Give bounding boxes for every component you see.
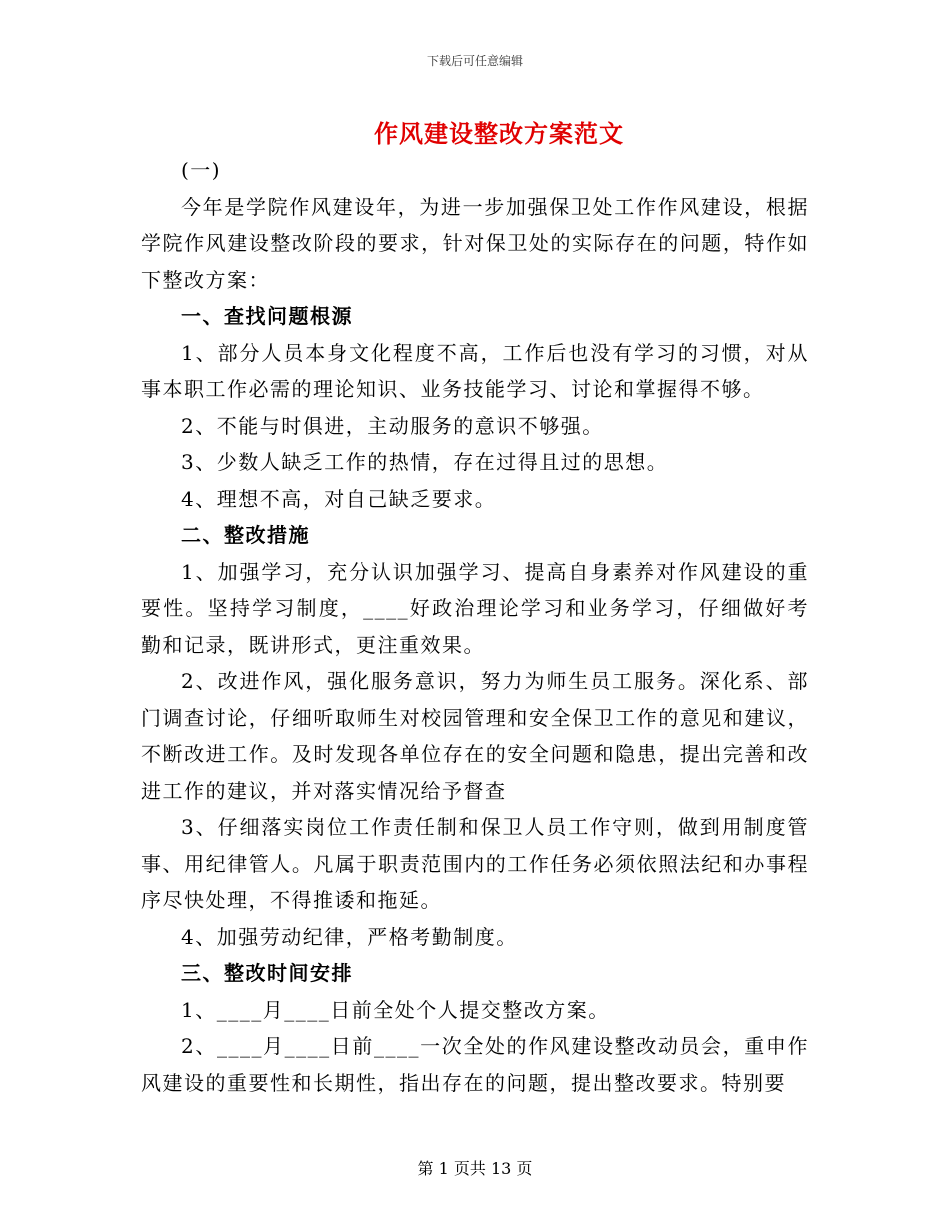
- document-title: 作风建设整改方案范文: [374, 119, 624, 148]
- body-paragraph: (一): [181, 158, 222, 182]
- body-paragraph: 2、____月____日前____一次全处的作风建设整改动员会，重申作风建设的重要性和长期性，指出存在的问题，提出整改要求。特别要: [141, 1034, 809, 1095]
- page-header-note: 下载后可任意编辑: [426, 54, 523, 68]
- body-paragraph: 2、改进作风，强化服务意识，努力为师生员工服务。深化系、部门调查讨论，仔细听取师生对校园管理和安全保卫工作的意见和建议，不断改进工作。及时发现各单位存在的安全问题和隐患，提出完善和改进工作的建议，并对落实情况给予督查: [141, 669, 809, 803]
- document-body: [141, 152, 809, 1101]
- body-paragraph: 4、加强劳动纪律，严格考勤制度。: [181, 924, 518, 949]
- section-heading: 三、整改时间安排: [181, 961, 353, 985]
- body-paragraph: 今年是学院作风建设年，为进一步加强保卫处工作作风建设，根据学院作风建设整改阶段的要求，针对保卫处的实际存在的问题，特作如下整改方案：: [141, 194, 809, 292]
- section-heading: 二、整改措施: [181, 523, 310, 547]
- section-heading: 一、查找问题根源: [181, 304, 353, 328]
- body-paragraph: 1、____月____日前全处个人提交整改方案。: [181, 997, 610, 1022]
- body-paragraph: 1、加强学习，充分认识加强学习、提高自身素养对作风建设的重要性。坚持学习制度，____好政治理论学习和业务学习，仔细做好考勤和记录，既讲形式，更注重效果。: [141, 559, 809, 657]
- body-paragraph: 3、仔细落实岗位工作责任制和保卫人员工作守则，做到用制度管事、用纪律管人。凡属于职责范围内的工作任务必须依照法纪和办事程序尽快处理，不得推诿和拖延。: [141, 815, 809, 912]
- body-paragraph: 4、理想不高，对自己缺乏要求。: [181, 486, 497, 511]
- body-paragraph: 3、少数人缺乏工作的热情，存在过得且过的思想。: [181, 450, 669, 474]
- body-paragraph: 1、部分人员本身文化程度不高，工作后也没有学习的习惯，对从事本职工作必需的理论知识、业务技能学习、讨论和掌握得不够。: [141, 340, 809, 401]
- page-footer: 第 1 页共 13 页: [417, 1159, 533, 1178]
- body-paragraph: 2、不能与时俱进，主动服务的意识不够强。: [181, 413, 604, 438]
